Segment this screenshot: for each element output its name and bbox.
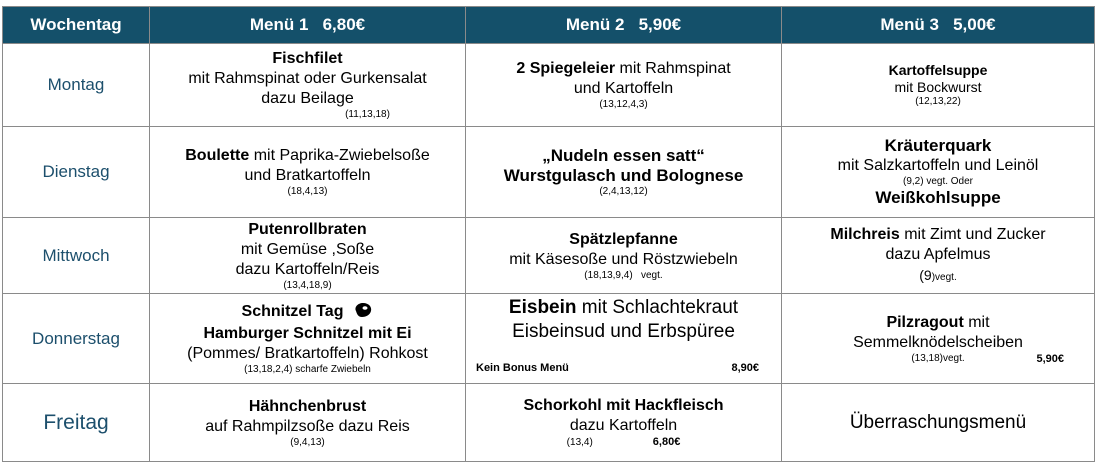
menu-3-cell [782, 218, 1095, 294]
dish-line: Wurstgulasch und Bolognese [503, 166, 744, 185]
menu-3-cell [782, 44, 1095, 127]
dish-title: Kräuterquark [884, 136, 992, 155]
day-label: Montag [3, 44, 150, 127]
header-weekday: Wochentag [3, 7, 150, 44]
menu-2-cell [466, 294, 782, 384]
dish-title: Überraschungsmenü [849, 411, 1027, 433]
special-price: 6,80€ [652, 436, 681, 448]
menu-3-cell [782, 127, 1095, 218]
dish-title: Milchreis [830, 226, 900, 243]
day-label: Freitag [3, 384, 150, 462]
dish-line: dazu Apfelmus [885, 246, 991, 263]
dish-title: Schorkohl mit Hackfleisch [523, 397, 724, 414]
bonus-note: Kein Bonus Menü [476, 362, 569, 374]
row-freitag [3, 384, 1095, 462]
dish-line: und Kartoffeln [573, 80, 674, 97]
row-mittwoch [3, 218, 1095, 294]
allergen-codes: (9 [919, 267, 932, 283]
dish-title: 2 Spiegeleier [516, 60, 616, 77]
dish-title: Boulette [185, 147, 250, 164]
dish-line: dazu Kartoffeln/Reis [235, 260, 380, 278]
dish-line: mit Bockwurst [894, 79, 982, 95]
dish-title: Pilzragout [886, 313, 964, 331]
header-row [3, 7, 1095, 44]
dish-line: Eisbeinsud und Erbspüree [512, 321, 735, 342]
dish-title: Hähnchenbrust [248, 397, 367, 415]
dish-line: (Pommes/ Bratkartoffeln) Rohkost [187, 344, 428, 362]
allergen-codes: (11,13,18) [345, 109, 390, 120]
menu-1-cell [150, 127, 466, 218]
dish-line: mit Zimt und Zucker [899, 226, 1046, 243]
allergen-codes: (12,13,22) [915, 96, 961, 107]
allergen-codes: (13,4) [566, 437, 593, 448]
dish-line: mit Gemüse ,Soße [240, 240, 375, 258]
dish-line: mit Salzkartoffeln und Leinöl [837, 157, 1039, 174]
allergen-codes: (13,18,2,4) scharfe Zwiebeln [244, 363, 371, 375]
allergen-codes: (13,18)vegt. [911, 352, 965, 364]
steak-icon [353, 302, 373, 324]
dish-title: Fischfilet [272, 50, 343, 67]
dish-line: und Bratkartoffeln [244, 167, 371, 184]
special-price: 8,90€ [731, 362, 759, 374]
dish-title: Kartoffelsuppe [888, 62, 988, 78]
allergen-codes-suffix: )vegt. [931, 272, 957, 283]
allergen-codes: (2,4,13,12) [599, 186, 648, 197]
menu-2-cell [466, 44, 782, 127]
menu-table [2, 6, 1095, 462]
dish-title: Spätzlepfanne [569, 230, 678, 248]
day-label: Dienstag [3, 127, 150, 218]
dish-title: Schnitzel Tag [241, 302, 344, 320]
dish-line: Hamburger Schnitzel mit Ei [203, 324, 412, 342]
dish-line: mit Rahmspinat [615, 60, 731, 77]
dish-line: mit Schlachtekraut [576, 297, 739, 318]
allergen-codes: (18,4,13) [287, 186, 328, 197]
row-donnerstag [3, 294, 1095, 384]
special-price: 5,90€ [1036, 353, 1064, 365]
dish-line: dazu Kartoffeln [569, 417, 678, 434]
menu-2-cell [466, 218, 782, 294]
header-menu-2: Menü 2 5,90€ [466, 7, 782, 44]
menu-2-cell [466, 384, 782, 462]
day-label: Mittwoch [3, 218, 150, 294]
dish-title: Eisbein [508, 297, 577, 318]
header-menu-3: Menü 3 5,00€ [782, 7, 1095, 44]
menu-1-cell [150, 294, 466, 384]
dish-alternative: Weißkohlsuppe [875, 188, 1001, 207]
dish-title: „Nudeln essen satt“ [542, 146, 705, 165]
menu-3-cell [782, 294, 1095, 384]
dish-title: Putenrollbraten [248, 220, 367, 238]
dish-line: mit [963, 313, 990, 331]
menu-3-cell [782, 384, 1095, 462]
dish-line: dazu Beilage [261, 90, 354, 107]
dish-line: mit Paprika-Zwiebelsoße [249, 147, 430, 164]
menu-1-cell [150, 384, 466, 462]
dish-line: auf Rahmpilzsoße dazu Reis [205, 417, 410, 435]
menu-1-cell [150, 44, 466, 127]
allergen-codes: (13,4,18,9) [283, 279, 332, 291]
day-label: Donnerstag [3, 294, 150, 384]
header-menu-1: Menü 1 6,80€ [150, 7, 466, 44]
dish-line: mit Käsesoße und Röstzwiebeln [509, 250, 738, 268]
allergen-codes: (9,4,13) [290, 436, 325, 448]
row-montag [3, 44, 1095, 127]
dish-line: mit Rahmspinat oder Gurkensalat [188, 70, 427, 87]
allergen-codes: (9,2) vegt. Oder [902, 176, 974, 187]
allergen-codes: (13,12,4,3) [599, 99, 648, 110]
dish-line: Semmelknödelscheiben [853, 333, 1023, 351]
menu-1-cell [150, 218, 466, 294]
menu-2-cell [466, 127, 782, 218]
allergen-codes: (18,13,9,4) vegt. [584, 269, 663, 281]
row-dienstag [3, 127, 1095, 218]
